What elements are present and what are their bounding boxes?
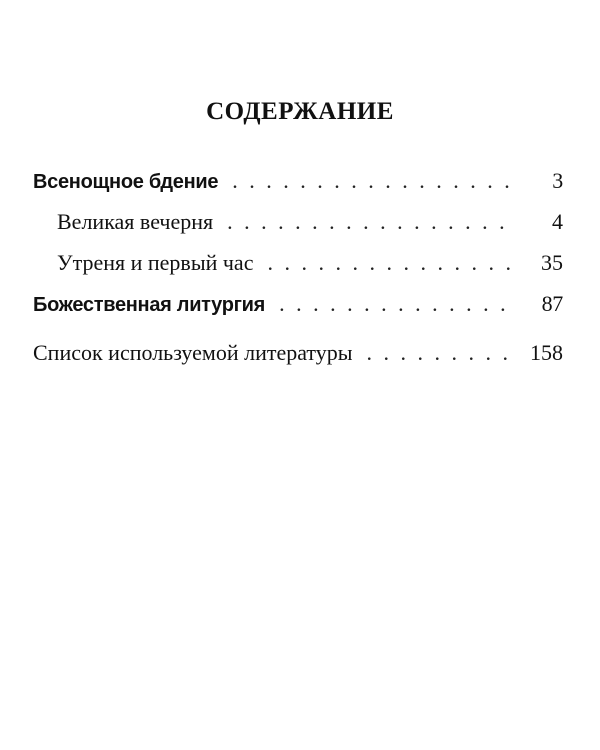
- toc-dot-leader: [227, 209, 515, 235]
- toc-page-number: 158: [530, 340, 563, 365]
- toc-page-number: 4: [552, 209, 563, 234]
- toc-entry-label: Список используемой литературы: [33, 340, 353, 365]
- toc-dot-leader: [267, 250, 515, 276]
- toc-dot-leader: [232, 168, 515, 194]
- toc-entry-bozhestvennaya-liturgiya[interactable]: [33, 291, 563, 332]
- toc-entry-label: Божественная литургия: [33, 294, 266, 316]
- toc-dot-leader: [279, 291, 515, 317]
- table-of-contents: [33, 168, 563, 381]
- toc-page-number: 87: [541, 291, 563, 316]
- toc-entry-label: Утреня и первый час: [57, 250, 254, 275]
- toc-entry-velikaya-vechernya[interactable]: [33, 209, 563, 250]
- toc-entry-label: Великая вечерня: [57, 209, 214, 234]
- toc-entry-label: Всенощное бдение: [33, 171, 219, 193]
- toc-entry-spisok-literatury[interactable]: [33, 340, 563, 381]
- toc-dot-leader: [367, 340, 515, 366]
- toc-page-number: 3: [552, 168, 563, 193]
- toc-page-number: 35: [541, 250, 563, 275]
- toc-heading: СОДЕРЖАНИЕ: [206, 98, 394, 125]
- toc-entry-utrenya-i-pervyi-chas[interactable]: [33, 250, 563, 291]
- toc-entry-vsenoshchnoe-bdenie[interactable]: [33, 168, 563, 209]
